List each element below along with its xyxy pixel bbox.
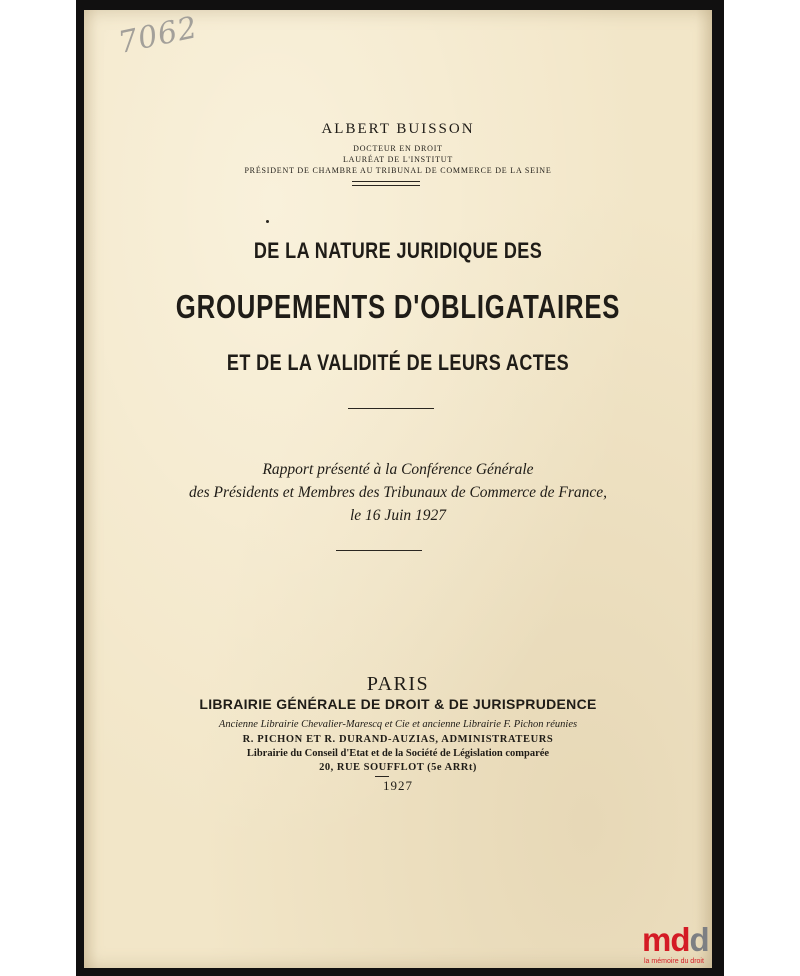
logo-tagline: la mémoire du droit <box>644 958 704 965</box>
author-credential: LAURÉAT DE L'INSTITUT <box>342 155 454 164</box>
publication-year: 1927 <box>383 778 413 793</box>
divider <box>348 408 434 409</box>
publisher-name: LIBRAIRIE GÉNÉRALE DE DROIT & DE JURISPRUDENCE <box>199 696 597 712</box>
divider <box>336 550 422 551</box>
title-line-3: ET DE LA VALIDITÉ DE LEURS ACTES <box>226 350 570 375</box>
handwritten-note: 7062 <box>115 10 202 61</box>
logo-mark: mdd <box>642 921 709 958</box>
publisher-city: PARIS <box>366 673 430 695</box>
author-credential: DOCTEUR EN DROIT <box>353 144 443 153</box>
rapport-line: des Présidents et Membres des Tribunaux de Commerce de France, <box>188 484 608 501</box>
mdd-logo <box>642 922 728 972</box>
title-line-1: DE LA NATURE JURIDIQUE DES <box>253 238 543 263</box>
divider <box>375 776 389 777</box>
author-credential: PRÉSIDENT DE CHAMBRE AU TRIBUNAL DE COMMERCE DE LA SEINE <box>244 166 552 175</box>
publisher-line: Librairie du Conseil d'Etat et de la Société de Législation comparée <box>246 748 550 759</box>
rapport-line: Rapport présenté à la Conférence Générale <box>262 461 534 478</box>
publisher-address: 20, RUE SOUFFLOT (5e ARRt) <box>319 762 477 773</box>
title-line-2: GROUPEMENTS D'OBLIGATAIRES <box>175 288 621 325</box>
rapport-line: le 16 Juin 1927 <box>350 507 446 524</box>
publisher-line: R. PICHON ET R. DURAND-AUZIAS, ADMINISTRATEURS <box>242 734 554 745</box>
author-name: ALBERT BUISSON <box>321 121 475 137</box>
ink-dot <box>266 220 269 223</box>
publisher-line: Ancienne Librairie Chevalier-Marescq et Cie et ancienne Librairie F. Pichon réunies <box>218 719 578 730</box>
divider <box>352 181 420 186</box>
